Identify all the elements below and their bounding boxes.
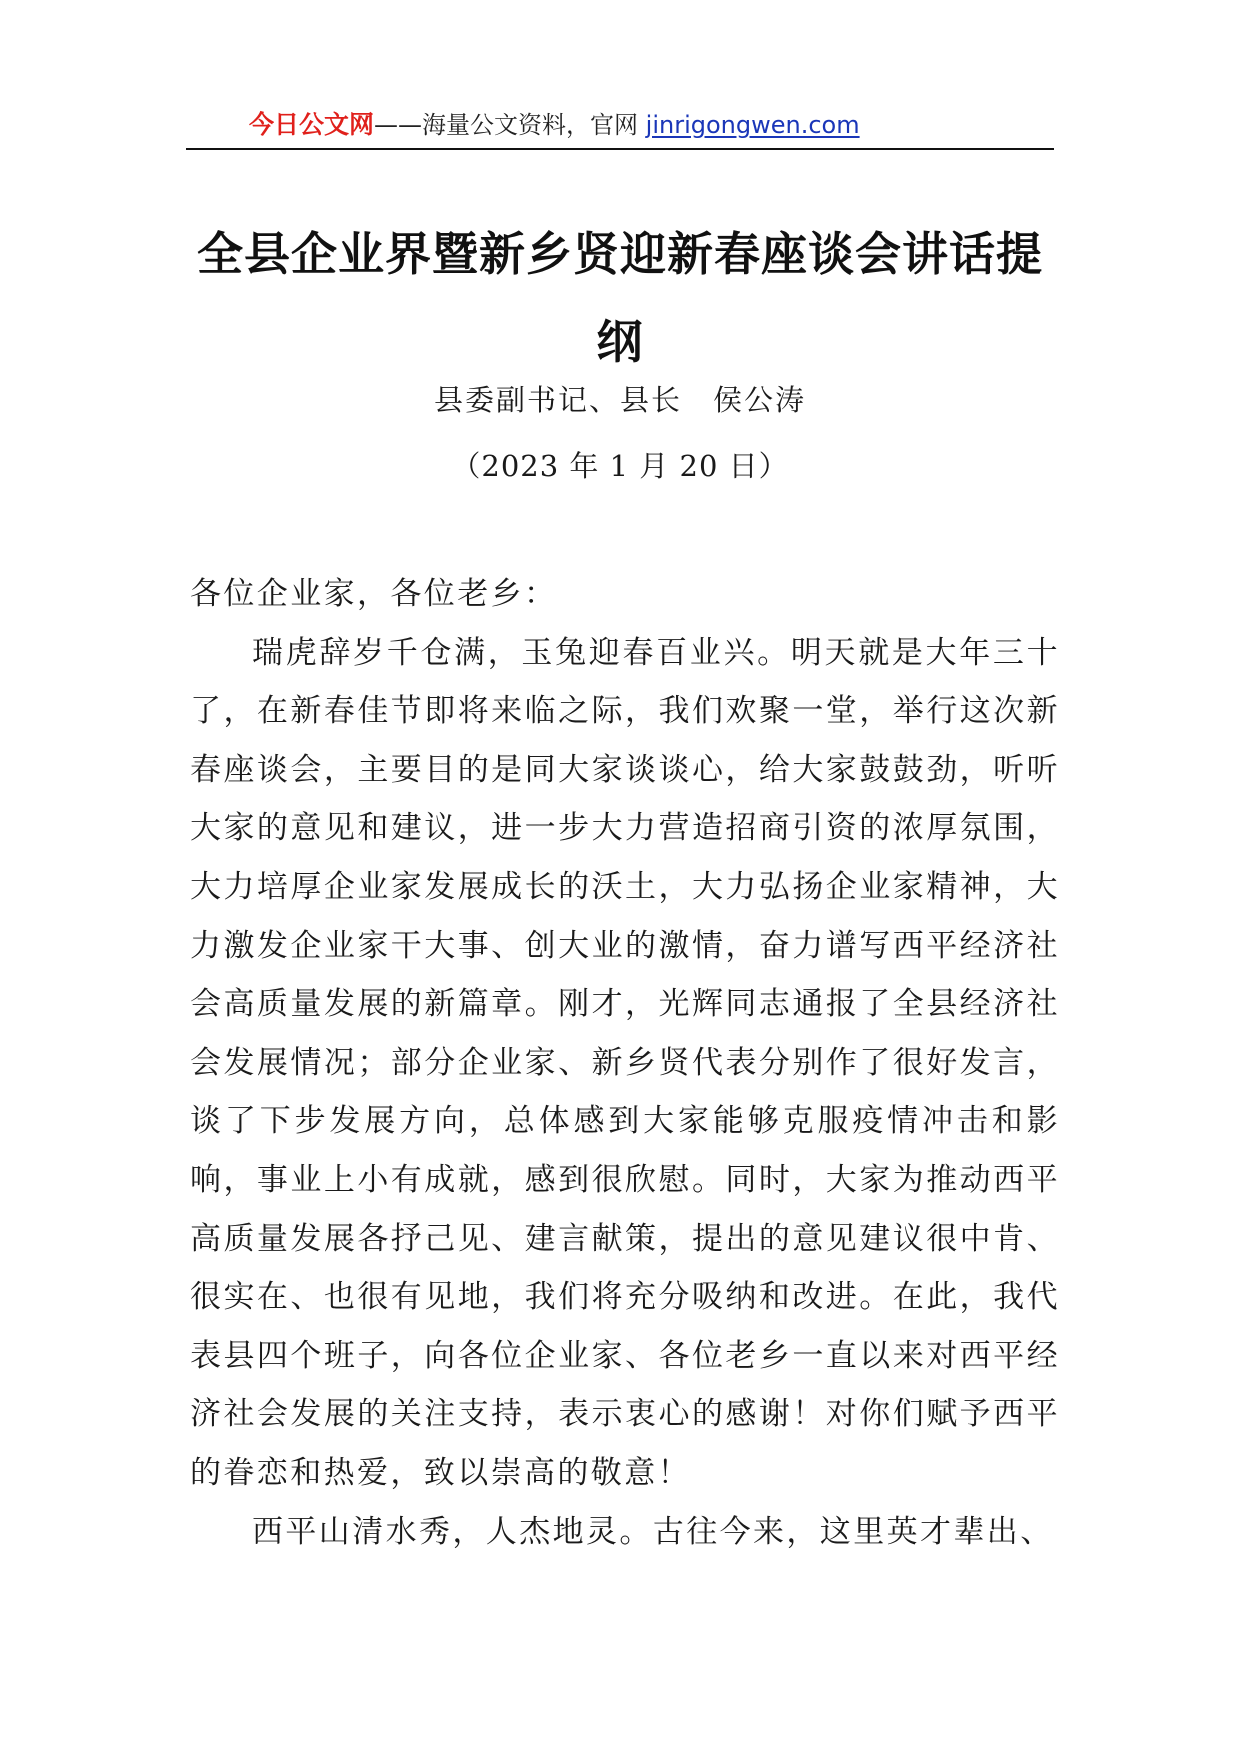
document-byline: 县委副书记、县长 侯公涛 [433,383,806,417]
document-title: 全县企业界暨新乡贤迎新春座谈会讲话提纲 [197,227,1043,369]
site-header [186,104,1054,150]
site-url-link[interactable]: jinrigongwen.com [645,111,860,139]
salutation: 各位企业家，各位老乡： [190,576,558,612]
site-brand[interactable]: 今日公文网 [249,110,375,139]
header-line [249,110,860,140]
document-body [190,565,1060,1561]
paragraph: 西平山清水秀，人杰地灵。古往今来，这里英才辈出、 [252,1513,1054,1550]
site-tagline: ——海量公文资料，官网 [374,111,646,139]
paragraph: 瑞虎辞岁千仓满，玉兔迎春百业兴。明天就是大年三十了，在新春佳节即将来临之际，我们欢聚一堂，举行这次新春座谈会，主要目的是同大家谈谈心，给大家鼓鼓劲，听听大家的意见和建议，进一步大力营造招商引资的浓厚氛围，大力培厚企业家发展成长的沃土，大力弘扬企业家精神，大力激发企业家干大事、创大业的激情，奋力谱写西平经济社会高质量发展的新篇章。刚才，光辉同志通报了全县经济社会发展情况；部分企业家、新乡贤代表分别作了很好发言，谈了下步发展方向，总体感到大家能够克服疫情冲击和影响，事业上小有成就，感到很欣慰。同时，大家为推动西平高质量发展各抒己见、建言献策，提出的意见建议很中肯、很实在、也很有见地，我们将充分吸纳和改进。在此，我代表县四个班子，向各位企业家、各位老乡一直以来对西平经济社会发展的关注支持，表示衷心的感谢！对你们赋予西平的眷恋和热爱，致以崇高的敬意！ [190,634,1060,1491]
document-date: （2023 年 1 月 20 日） [451,449,789,483]
